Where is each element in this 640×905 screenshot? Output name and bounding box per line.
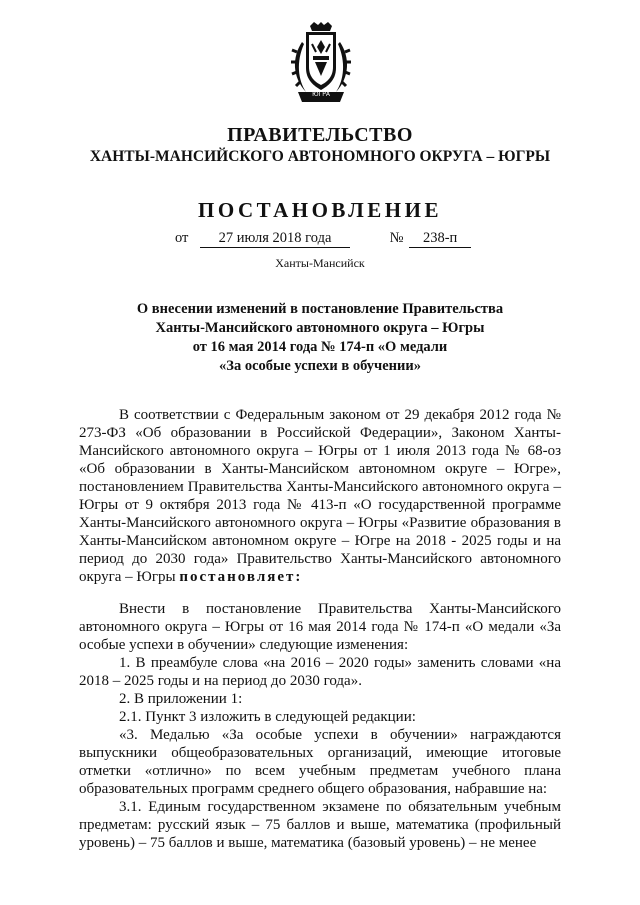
body-paragraph: 2. В приложении 1: [119,691,243,707]
subject-line: Ханты-Мансийского автономного округа – Югры [155,320,485,336]
subject-line: О внесении изменений в постановление Правительства [136,301,504,317]
body-paragraph: 1. В преамбуле слова «на 2016 – 2020 годы» заменить словами «на 2018 – 2025 годы и на период до 2030 года». [79,655,561,689]
subject-line: «За особые успехи в обучении» [219,358,421,374]
emblem-ribbon-text: ЮГРА [312,91,330,98]
coat-of-arms-emblem [288,22,354,104]
document-city: Ханты-Мансийск [275,256,365,270]
document-type-title: ПОСТАНОВЛЕНИЕ [198,198,442,222]
document-subject [80,300,560,376]
subject-line: от 16 мая 2014 года № 174-п «О медали [192,339,448,355]
preamble-text: В соответствии с Федеральным законом от 29 декабря 2012 года № 273-ФЗ «Об образовании в Российской Федерации», Законом Ханты-Мансийского автономного округа – Югры от 1 июля 2013 года № 68-оз «Об образовании в Ханты-Мансийском автономном округе – Югре», постановлением Правительства Ханты-Мансийского автономного округа – Югры от 9 октября 2013 года № 413-п «О государственной программе Ханты-Мансийского автономного округа – Югры «Развитие образования в Ханты-Мансийском автономном округе – Югре на 2018 - 2025 годы и на период до 2030 года» Правительство Ханты-Мансийского автономного округа – Югры [79,407,561,585]
date-prefix: от [175,230,189,246]
government-title: ПРАВИТЕЛЬСТВО [227,124,413,146]
date-number-line [175,230,471,248]
body-paragraph: 3.1. Единым государственном экзамене по обязательным учебным предметам: русский язык – 75 баллов и выше, математика (профильный уровень) – 75 баллов и выше, математика (базовый уровень) – не менее [79,799,561,851]
body-paragraph: «3. Медалью «За особые успехи в обучении» награждаются выпускники общеобразовательных организаций, имеющие итоговые отметки «отлично» по всем учебным предметам учебного плана образовательных программ среднего общего образования, набравшие на: [79,727,561,797]
preamble-paragraph [79,406,561,586]
resolves-word: постановляет: [179,569,303,585]
document-date: 27 июля 2018 года [200,230,350,248]
body-paragraph: 2.1. Пункт 3 изложить в следующей редакции: [119,709,416,725]
number-prefix: № [389,230,404,246]
government-subtitle: ХАНТЫ-МАНСИЙСКОГО АВТОНОМНОГО ОКРУГА – ЮГРЫ [89,148,551,165]
document-number: 238-п [409,230,471,248]
body-paragraph: Внести в постановление Правительства Ханты-Мансийского автономного округа – Югры от 16 мая 2014 года № 174-п «О медали «За особые успехи в обучении» следующие изменения: [79,601,561,653]
